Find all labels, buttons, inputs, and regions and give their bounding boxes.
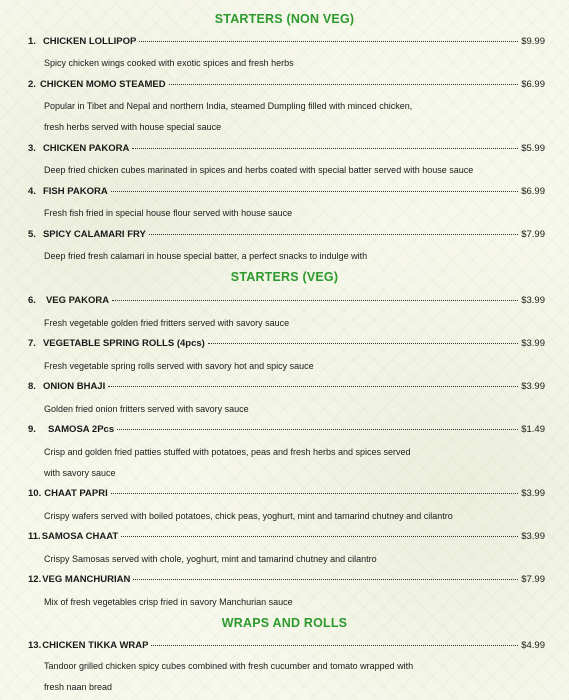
item-number: 8. [28, 381, 36, 392]
item-description: Golden fried onion fritters served with savory sauce [44, 404, 249, 414]
menu-item-chicken-momo-steamed [28, 79, 545, 93]
menu-item-veg-manchurian [28, 574, 545, 588]
dot-leader [108, 386, 518, 387]
item-description: with savory sauce [44, 468, 116, 478]
item-description: Popular in Tibet and Nepal and northern India, steamed Dumpling filled with minced chicken, [44, 101, 413, 111]
item-name: CHICKEN TIKKA WRAP [42, 640, 149, 651]
item-price: $3.99 [521, 381, 545, 392]
item-price: $4.99 [521, 640, 545, 651]
dot-leader [149, 234, 518, 235]
item-name: VEG PAKORA [45, 295, 110, 306]
item-name: VEGETABLE SPRING ROLLS (4pcs) [42, 338, 205, 349]
item-description: Mix of fresh vegetables crisp fried in savory Manchurian sauce [44, 597, 293, 607]
menu-item-chicken-lollipop [28, 36, 545, 50]
item-price: $3.99 [521, 531, 545, 542]
section-title-wraps-and-rolls: WRAPS AND ROLLS [221, 616, 348, 630]
item-number: 2. [28, 79, 36, 90]
item-name: CHICKEN LOLLIPOP [42, 36, 137, 47]
item-description: fresh herbs served with house special sauce [44, 122, 222, 132]
dot-leader [151, 645, 518, 646]
item-name: CHAAT PAPRI [44, 488, 108, 499]
menu-item-veg-pakora [28, 295, 545, 309]
menu-item-vegetable-spring-rolls [28, 338, 545, 352]
item-price: $7.99 [521, 229, 545, 240]
item-number: 6. [28, 295, 36, 306]
item-price: $5.99 [521, 143, 545, 154]
item-name: VEG MANCHURIAN [42, 574, 131, 585]
item-description: Spicy chicken wings cooked with exotic spices and fresh herbs [44, 58, 294, 68]
item-description: Crispy wafers served with boiled potatoes, chick peas, yoghurt, mint and tamarind chutney and cilantro [44, 511, 453, 521]
dot-leader [121, 536, 518, 537]
menu-item-chicken-tikka-wrap [28, 640, 545, 654]
dot-leader [112, 300, 518, 301]
dot-leader [111, 493, 518, 494]
item-name: CHICKEN PAKORA [42, 143, 130, 154]
item-description: Fresh fish fried in special house flour served with house sauce [44, 208, 293, 218]
item-number: 13. [28, 640, 42, 651]
section-title-starters-non-veg: STARTERS (NON VEG) [214, 12, 355, 26]
item-price: $6.99 [521, 186, 545, 197]
item-description: Crispy Samosas served with chole, yoghurt, mint and tamarind chutney and cilantro [44, 554, 377, 564]
item-name: SAMOSA CHAAT [41, 531, 119, 542]
menu-item-samosa [28, 424, 545, 438]
item-description: Fresh vegetable golden fried fritters served with savory sauce [44, 318, 290, 328]
item-description: Deep fried fresh calamari in house special batter, a perfect snacks to indulge with [44, 251, 368, 261]
item-name: CHICKEN MOMO STEAMED [39, 79, 166, 90]
item-number: 1. [28, 36, 36, 47]
item-number: 5. [28, 229, 36, 240]
dot-leader [169, 84, 519, 85]
item-price: $6.99 [521, 79, 545, 90]
item-name: SAMOSA 2Pcs [47, 424, 115, 435]
dot-leader [132, 148, 518, 149]
item-price: $3.99 [521, 295, 545, 306]
item-number: 7. [28, 338, 36, 349]
item-number: 9. [28, 424, 36, 435]
section-title-starters-veg: STARTERS (VEG) [230, 270, 339, 284]
item-price: $9.99 [521, 36, 545, 47]
dot-leader [133, 579, 518, 580]
dot-leader [139, 41, 518, 42]
item-number: 3. [28, 143, 36, 154]
item-name: FISH PAKORA [42, 186, 108, 197]
item-price: $3.99 [521, 338, 545, 349]
menu-item-chicken-pakora [28, 143, 545, 157]
item-description: Tandoor grilled chicken spicy cubes combined with fresh cucumber and tomato wrapped with [44, 661, 414, 671]
item-description: Fresh vegetable spring rolls served with savory hot and spicy sauce [44, 361, 314, 371]
dot-leader [117, 429, 518, 430]
item-number: 10. [28, 488, 42, 499]
item-number: 12. [28, 574, 42, 585]
menu-item-chaat-papri [28, 488, 545, 502]
item-price: $7.99 [521, 574, 545, 585]
menu-item-spicy-calamari-fry [28, 229, 545, 243]
item-price: $3.99 [521, 488, 545, 499]
item-description: Crisp and golden fried patties stuffed with potatoes, peas and fresh herbs and spices served [44, 447, 411, 457]
menu-item-fish-pakora [28, 186, 545, 200]
item-name: ONION BHAJI [42, 381, 106, 392]
item-name: SPICY CALAMARI FRY [42, 229, 146, 240]
item-description: fresh naan bread [44, 682, 113, 692]
menu-item-samosa-chaat [28, 531, 545, 545]
menu-item-onion-bhaji [28, 381, 545, 395]
dot-leader [111, 191, 519, 192]
item-price: $1.49 [521, 424, 545, 435]
item-number: 4. [28, 186, 36, 197]
item-description: Deep fried chicken cubes marinated in spices and herbs coated with special batter served with house sauce [44, 165, 474, 175]
dot-leader [208, 343, 518, 344]
item-number: 11. [28, 531, 41, 542]
